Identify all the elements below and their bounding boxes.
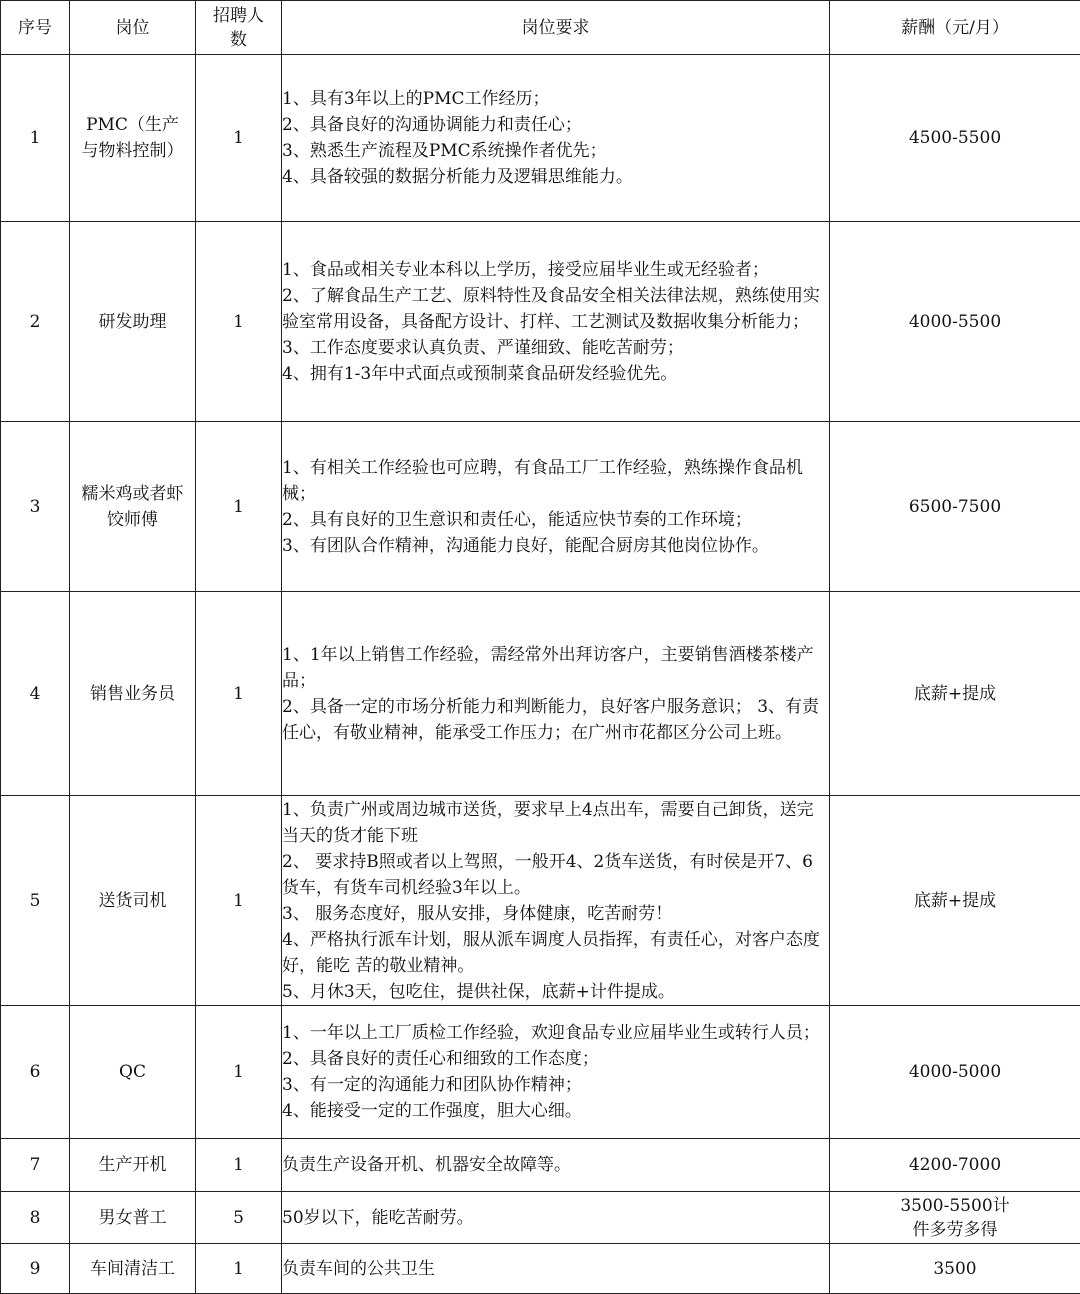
header-position: 岗位 bbox=[70, 1, 196, 55]
row-requirements bbox=[282, 222, 830, 422]
table-row bbox=[1, 422, 1080, 592]
row-no: 1 bbox=[1, 55, 70, 222]
row-salary: 4500-5500 bbox=[830, 55, 1080, 222]
requirement-line: 2、具备良好的沟通协调能力和责任心； bbox=[282, 112, 829, 138]
row-salary: 3500 bbox=[830, 1244, 1080, 1294]
row-requirements bbox=[282, 1139, 830, 1192]
requirement-line: 2、具备一定的市场分析能力和判断能力，良好客户服务意识； 3、有责任心，有敬业精神，能承受工作压力；在广州市花都区分公司上班。 bbox=[282, 694, 829, 746]
row-no: 5 bbox=[1, 796, 70, 1006]
row-position: 男女普工 bbox=[70, 1192, 196, 1244]
requirement-line: 3、工作态度要求认真负责、严谨细致、能吃苦耐劳； bbox=[282, 335, 829, 361]
requirement-line: 2、具有良好的卫生意识和责任心，能适应快节奏的工作环境； bbox=[282, 507, 829, 533]
row-requirements bbox=[282, 55, 830, 222]
row-requirements bbox=[282, 796, 830, 1006]
table-row bbox=[1, 1139, 1080, 1192]
requirement-line: 1、具有3年以上的PMC工作经历； bbox=[282, 86, 829, 112]
row-no: 7 bbox=[1, 1139, 70, 1192]
row-no: 3 bbox=[1, 422, 70, 592]
requirement-line: 3、有团队合作精神，沟通能力良好，能配合厨房其他岗位协作。 bbox=[282, 533, 829, 559]
row-salary: 底薪+提成 bbox=[830, 592, 1080, 796]
row-count: 1 bbox=[196, 592, 282, 796]
row-salary: 3500-5500计件多劳多得 bbox=[830, 1192, 1080, 1244]
row-count: 1 bbox=[196, 55, 282, 222]
row-salary: 4000-5000 bbox=[830, 1006, 1080, 1139]
row-position: PMC（生产与物料控制） bbox=[70, 55, 196, 222]
row-count: 1 bbox=[196, 1006, 282, 1139]
header-requirements: 岗位要求 bbox=[282, 1, 830, 55]
row-no: 4 bbox=[1, 592, 70, 796]
requirement-line: 2、具备良好的责任心和细致的工作态度； bbox=[282, 1046, 829, 1072]
row-requirements bbox=[282, 1244, 830, 1294]
row-position: 研发助理 bbox=[70, 222, 196, 422]
requirement-line: 负责车间的公共卫生 bbox=[282, 1256, 829, 1282]
table-row bbox=[1, 1244, 1080, 1294]
header-row bbox=[1, 1, 1080, 55]
row-count: 1 bbox=[196, 1244, 282, 1294]
requirement-line: 4、拥有1-3年中式面点或预制菜食品研发经验优先。 bbox=[282, 361, 829, 387]
row-requirements bbox=[282, 1192, 830, 1244]
requirement-line: 50岁以下，能吃苦耐劳。 bbox=[282, 1205, 829, 1231]
row-requirements bbox=[282, 592, 830, 796]
header-count: 招聘人数 bbox=[196, 1, 282, 55]
requirement-line: 5、月休3天，包吃住，提供社保，底薪+计件提成。 bbox=[282, 979, 829, 1005]
row-no: 2 bbox=[1, 222, 70, 422]
requirement-line: 4、严格执行派车计划，服从派车调度人员指挥，有责任心，对客户态度好，能吃 苦的敬业精神。 bbox=[282, 927, 829, 979]
row-no: 8 bbox=[1, 1192, 70, 1244]
row-requirements bbox=[282, 1006, 830, 1139]
requirement-line: 2、了解食品生产工艺、原料特性及食品安全相关法律法规，熟练使用实验室常用设备，具备配方设计、打样、工艺测试及数据收集分析能力； bbox=[282, 283, 829, 335]
row-position: 销售业务员 bbox=[70, 592, 196, 796]
row-salary: 4200-7000 bbox=[830, 1139, 1080, 1192]
requirement-line: 1、1年以上销售工作经验，需经常外出拜访客户，主要销售酒楼茶楼产品； bbox=[282, 642, 829, 694]
table-row bbox=[1, 1192, 1080, 1244]
requirement-line: 4、具备较强的数据分析能力及逻辑思维能力。 bbox=[282, 164, 829, 190]
row-requirements bbox=[282, 422, 830, 592]
table-row bbox=[1, 222, 1080, 422]
requirement-line: 1、一年以上工厂质检工作经验，欢迎食品专业应届毕业生或转行人员； bbox=[282, 1020, 829, 1046]
row-salary: 6500-7500 bbox=[830, 422, 1080, 592]
row-position: 生产开机 bbox=[70, 1139, 196, 1192]
table-row bbox=[1, 55, 1080, 222]
requirement-line: 1、负责广州或周边城市送货，要求早上4点出车，需要自己卸货，送完当天的货才能下班 bbox=[282, 797, 829, 849]
row-position: 送货司机 bbox=[70, 796, 196, 1006]
row-salary: 4000-5500 bbox=[830, 222, 1080, 422]
table-row bbox=[1, 796, 1080, 1006]
requirement-line: 1、食品或相关专业本科以上学历，接受应届毕业生或无经验者； bbox=[282, 257, 829, 283]
row-count: 5 bbox=[196, 1192, 282, 1244]
row-no: 6 bbox=[1, 1006, 70, 1139]
header-no: 序号 bbox=[1, 1, 70, 55]
header-salary: 薪酬（元/月） bbox=[830, 1, 1080, 55]
row-count: 1 bbox=[196, 222, 282, 422]
row-position: QC bbox=[70, 1006, 196, 1139]
table-row bbox=[1, 1006, 1080, 1139]
requirement-line: 2、 要求持B照或者以上驾照，一般开4、2货车送货，有时侯是开7、6货车，有货车司机经验3年以上。 bbox=[282, 849, 829, 901]
requirement-line: 3、有一定的沟通能力和团队协作精神； bbox=[282, 1072, 829, 1098]
row-salary: 底薪+提成 bbox=[830, 796, 1080, 1006]
table-row bbox=[1, 592, 1080, 796]
requirement-line: 3、 服务态度好，服从安排，身体健康，吃苦耐劳！ bbox=[282, 901, 829, 927]
requirement-line: 3、熟悉生产流程及PMC系统操作者优先； bbox=[282, 138, 829, 164]
requirement-line: 负责生产设备开机、机器安全故障等。 bbox=[282, 1152, 829, 1178]
row-count: 1 bbox=[196, 1139, 282, 1192]
row-count: 1 bbox=[196, 796, 282, 1006]
requirement-line: 1、有相关工作经验也可应聘，有食品工厂工作经验，熟练操作食品机械； bbox=[282, 455, 829, 507]
row-count: 1 bbox=[196, 422, 282, 592]
requirement-line: 4、能接受一定的工作强度，胆大心细。 bbox=[282, 1098, 829, 1124]
row-position: 车间清洁工 bbox=[70, 1244, 196, 1294]
row-no: 9 bbox=[1, 1244, 70, 1294]
row-position: 糯米鸡或者虾饺师傅 bbox=[70, 422, 196, 592]
